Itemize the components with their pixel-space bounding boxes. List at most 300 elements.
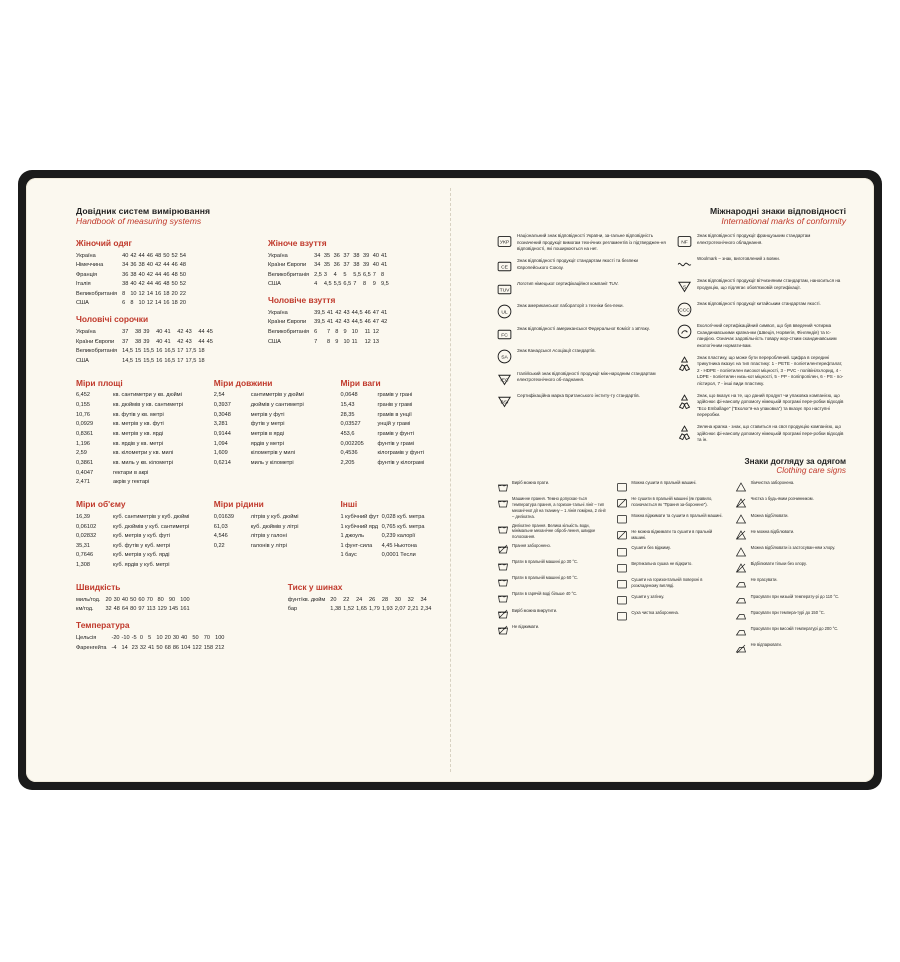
table-row — [214, 439, 307, 449]
row-value: 36 — [333, 262, 340, 269]
table-row — [340, 458, 427, 468]
table-row — [76, 633, 226, 643]
row-value: 45 — [206, 338, 213, 345]
mark-description: Знак пластику, що може бути перероблений. Цифра в середині трикутника вказує на тип пластику: 1 - PETE - поліетилентерефталат, 2 - HDPE - поліетилен високої міцності, 3 - PVC - полівінілхлорид, 4 - LDPE - поліетилен низь-кої міцності, 5 - PP - поліпропілен, 6 - PS - по-лістирол, 7 - інші види пластику. — [697, 354, 844, 386]
mark-entry — [496, 326, 666, 343]
care-entry — [735, 513, 846, 526]
row-value: 5,5 — [333, 281, 342, 288]
row-value: 122 — [192, 644, 202, 651]
row-value: 17,5 — [185, 348, 197, 355]
row-value: 37 — [343, 252, 350, 259]
table-row — [76, 400, 186, 410]
mark-entry — [676, 424, 846, 444]
section-weight-title: Міри ваги — [340, 377, 381, 388]
row-label: фунт/кв. дюйм — [287, 596, 326, 603]
row-value: 18 — [163, 290, 170, 297]
row-value: 36 — [122, 271, 129, 278]
row-value: 40 — [372, 252, 379, 259]
row-value: 38 — [134, 329, 142, 336]
conversion-unit: акрів у гектарі — [113, 479, 150, 486]
care-description: Прати в гарячій воді більше 40 °C. — [512, 591, 578, 597]
row-value: 4 — [314, 281, 318, 288]
mark-entry — [676, 233, 846, 250]
row-value: 1,52 — [343, 606, 355, 613]
row-value: 9,5 — [381, 281, 389, 288]
row-value: 11 — [364, 329, 371, 336]
care-entry — [735, 561, 846, 574]
conversion-unit: кв. сантиметри у кв. дюймі — [113, 392, 182, 399]
section-other-title: Інші — [340, 499, 358, 510]
care-column-dry — [615, 480, 726, 658]
row-value: 41 — [326, 309, 334, 316]
conversion-value: 4,546 — [213, 533, 228, 540]
table-row — [214, 541, 302, 551]
no-bleach-icon — [735, 529, 748, 542]
table-row — [76, 551, 192, 561]
row-label: Німеччина — [76, 262, 104, 269]
row-value: 39 — [143, 338, 150, 345]
row-value: 20 — [330, 596, 337, 603]
row-value: 40 — [181, 635, 188, 642]
row-value: 50 — [171, 281, 178, 288]
row-label: Україна — [268, 309, 288, 316]
table-row — [76, 595, 192, 605]
mark-entry — [496, 371, 666, 388]
row-value: 38 — [130, 271, 137, 278]
row-value: 14,5 — [122, 357, 133, 364]
conversion-unit: кв. кілометри у кв. милі — [113, 450, 174, 457]
row-label: Великобританія — [268, 271, 310, 278]
care-entry — [496, 523, 607, 540]
table-row — [340, 410, 427, 420]
conversion-value: 0,4536 — [340, 450, 358, 457]
conversion-value: 0,02832 — [76, 533, 97, 540]
row-value: 17,5 — [185, 357, 197, 364]
row-value: 24 — [356, 596, 363, 603]
conversion-unit: 0,239 калорії — [381, 533, 416, 540]
row-value: 44 — [155, 271, 162, 278]
mark-description: Сертифікаційна марка Британського інститу-ту стандартів. — [517, 393, 640, 399]
row-value: 7 — [326, 329, 331, 336]
vertical-dry-icon — [615, 561, 628, 574]
row-value: 44 — [146, 281, 154, 288]
conversion-value: 0,0648 — [340, 392, 358, 399]
row-value: 38 — [122, 281, 129, 288]
table-row — [340, 541, 427, 551]
care-description: Не прасувати. — [750, 577, 778, 583]
green-leaf-icon — [676, 424, 693, 441]
mark-entry — [676, 355, 846, 388]
row-label: США — [76, 357, 89, 364]
table-row — [76, 449, 186, 459]
svg-text:UL: UL — [501, 310, 508, 316]
table-row — [76, 391, 186, 401]
care-description: Можна відбілювати із застосуван-ням хлору. — [750, 545, 836, 550]
row-value: 42 — [335, 309, 342, 316]
wash-gentle-icon — [496, 496, 509, 509]
row-value: 16,5 — [164, 348, 176, 355]
care-entry — [735, 642, 846, 655]
row-value: 37 — [122, 329, 129, 336]
row-value: 35 — [323, 262, 331, 269]
row-value: 161 — [180, 606, 190, 613]
conversion-value: 1,196 — [76, 440, 90, 447]
row-value: 38 — [134, 338, 142, 345]
conversion-unit: сантиметрів у дюймі — [250, 392, 304, 399]
table-row — [214, 429, 307, 439]
green-dot-icon — [676, 393, 693, 410]
mark-description: Знак відповідності продукції китайським стандартам якості. — [697, 300, 821, 306]
care-entry — [615, 577, 726, 590]
dry-clean-icon — [615, 610, 628, 623]
wash-60-icon — [496, 575, 509, 588]
care-description: Не можна відбілювати. — [750, 528, 795, 534]
care-entry — [735, 577, 846, 590]
conversion-value: 0,01639 — [213, 513, 235, 520]
china-icon — [676, 301, 693, 318]
conversion-unit: кв. миль у кв. кілометрі — [113, 459, 173, 466]
conversion-value: 0,03527 — [340, 421, 361, 428]
row-value: 36 — [130, 262, 137, 269]
row-label: Франція — [76, 271, 98, 278]
care-description: Чистка з будь-яким розчинником. — [750, 496, 814, 502]
care-entry — [615, 610, 726, 623]
mark-entry — [496, 393, 666, 410]
machine-dry-icon — [615, 480, 628, 493]
row-value: 50 — [192, 635, 199, 642]
row-label: км/год. — [76, 606, 94, 613]
care-entry — [496, 480, 607, 493]
conversion-value: 0,8361 — [76, 430, 94, 437]
row-value: 41 — [381, 252, 388, 259]
table-row — [340, 532, 427, 542]
care-entry — [735, 480, 846, 493]
no-dry-icon — [615, 529, 628, 542]
conversion-unit: кілограмів у фунті — [377, 450, 425, 457]
row-label: Італія — [76, 281, 91, 288]
row-value: 39 — [362, 252, 370, 259]
row-value: 22 — [179, 290, 186, 297]
conversion-value: 0,002205 — [340, 440, 364, 447]
row-value: 20 — [171, 290, 178, 297]
row-value: 46 — [171, 262, 178, 269]
table-women-clothes — [76, 251, 188, 308]
woolmark-icon — [676, 256, 693, 273]
conversion-value: 6,452 — [76, 392, 90, 399]
row-value: 40 — [121, 596, 129, 603]
table-volume — [76, 512, 192, 570]
no-steam-icon — [735, 642, 748, 655]
table-row — [76, 299, 188, 309]
row-value: 38 — [353, 252, 360, 259]
row-value: 1,38 — [330, 606, 342, 613]
row-value: 44,5 — [351, 319, 363, 326]
row-value: 3 — [323, 271, 327, 278]
care-description: Сушити у затінку. — [631, 593, 665, 599]
row-value: 41 — [164, 329, 171, 336]
row-value: 18 — [171, 300, 178, 307]
row-value: 43 — [343, 319, 350, 326]
table-men-shirts — [76, 327, 215, 365]
row-value: 17 — [177, 357, 184, 364]
care-description: Прасувати при високій температурі до 200 °C. — [750, 625, 839, 631]
care-entry — [735, 626, 846, 639]
row-value: 32 — [407, 596, 414, 603]
row-value: 35 — [323, 252, 331, 259]
row-value: 40 — [138, 271, 145, 278]
row-value: 9 — [335, 338, 339, 345]
row-value: 16 — [155, 290, 162, 297]
mark-description: Національний знак відповідності України, за-гальне відповідність позначений продукції вимогам технічних регламентів із підтверджен-ня відповідності, які поширюються на неї. — [517, 233, 666, 252]
conversion-unit: дюймів у сантиметрі — [250, 401, 304, 408]
row-value: 104 — [181, 644, 191, 651]
care-description: Прасувати при низькій температу-рі до 110 °C. — [750, 593, 840, 599]
conversion-value: 0,3048 — [213, 411, 231, 418]
conversion-unit: ярдів у метрі — [250, 440, 284, 447]
care-description: Прання заборонено. — [512, 542, 551, 548]
conversion-unit: унцій у грамі — [377, 421, 411, 428]
conversion-value: 1,308 — [76, 562, 90, 569]
care-description: Не відпарювати. — [750, 642, 782, 648]
row-value: 20 — [105, 596, 112, 603]
row-value: 80 — [157, 596, 164, 603]
svg-text:FC: FC — [501, 333, 508, 339]
row-value: 15 — [134, 357, 142, 364]
row-value: 48 — [171, 271, 178, 278]
row-value: 8 — [122, 290, 126, 297]
table-row — [76, 289, 188, 299]
conversion-unit: фунтів у кілограмі — [377, 459, 425, 466]
mark-description: Знак відповідності продукції стандартам якості та безпеки Європейського Союзу. — [517, 258, 639, 270]
row-value: 12 — [138, 290, 145, 297]
section-liquid-title: Міри рідини — [213, 499, 264, 510]
no-machine-dry-icon — [615, 496, 628, 509]
sweden-icon — [676, 278, 693, 295]
iec-icon — [496, 371, 513, 388]
row-value: 70 — [146, 596, 153, 603]
mark-entry — [676, 301, 846, 318]
row-value: 4 — [333, 271, 337, 278]
hand-wash-icon — [496, 523, 509, 536]
row-value: 32 — [139, 644, 147, 651]
row-value: 41 — [148, 644, 155, 651]
row-value: 15,5 — [143, 348, 155, 355]
mark-entry — [676, 278, 846, 295]
row-value: 6,5 — [362, 271, 371, 278]
mark-entry — [496, 348, 666, 365]
bleach-oxygen-icon — [735, 545, 748, 558]
table-liquid — [214, 512, 302, 551]
table-row — [76, 270, 188, 280]
row-value: 43 — [185, 329, 192, 336]
row-value: 6 — [122, 300, 126, 307]
tuv-icon — [496, 281, 513, 298]
section-area-title: Міри площі — [76, 377, 123, 388]
row-value: 100 — [215, 635, 225, 642]
row-value: 46 — [146, 252, 154, 259]
row-label: США — [268, 281, 281, 288]
table-row — [288, 595, 434, 605]
conversion-value: 2,471 — [76, 479, 90, 486]
section-temperature-title: Температура — [76, 620, 130, 631]
care-description: Вертикальна сушка не відкрито. — [631, 561, 693, 567]
care-entry — [615, 561, 726, 574]
svg-text:CE: CE — [501, 265, 508, 271]
row-value: 42 — [155, 262, 162, 269]
row-value: 44 — [163, 262, 170, 269]
conversion-unit: грамів у фунті — [377, 430, 414, 437]
row-value: 30 — [394, 596, 401, 603]
table-row — [76, 347, 215, 357]
table-row — [76, 561, 192, 571]
drip-dry-icon — [615, 545, 628, 558]
conversion-unit: куб. дюймів у літрі — [250, 523, 299, 530]
wash-hand-40-icon — [496, 591, 509, 604]
care-entry — [735, 529, 846, 542]
row-value: 48 — [113, 606, 120, 613]
right-title-ua: Міжнародні знаки відповідності — [709, 206, 846, 216]
table-tyre — [288, 595, 434, 614]
table-row — [340, 551, 427, 561]
care-entry — [496, 575, 607, 588]
table-men-shoes — [268, 308, 389, 346]
care-description: Суха чистка заборонена. — [631, 609, 679, 615]
row-value: 4,5 — [323, 281, 332, 288]
conversion-value: 2,59 — [76, 450, 87, 457]
mark-description: Італійський знак відповідності продукції між-народним стандартам електротехнічного об-ладнання. — [517, 370, 656, 383]
section-men-shirts-title: Чоловічі сорочки — [76, 314, 149, 325]
care-entry — [496, 559, 607, 572]
row-value: 44 — [198, 338, 205, 345]
no-wring-icon — [496, 608, 509, 621]
row-value: 64 — [121, 606, 129, 613]
table-row — [214, 400, 307, 410]
conversion-value: 16,39 — [76, 513, 90, 520]
row-value: 6 — [314, 329, 318, 336]
row-value: 9 — [343, 329, 347, 336]
conversion-unit: кв. ярдів у кв. метрі — [113, 440, 164, 447]
row-value: 12 — [364, 338, 371, 345]
conversion-unit: кв. дюймів у кв. сантиметрі — [113, 401, 183, 408]
row-label: Великобританія — [76, 348, 118, 355]
row-value: 145 — [168, 606, 179, 613]
row-value: 48 — [179, 262, 186, 269]
conversion-value: 10,76 — [76, 411, 90, 418]
row-value: 42 — [138, 281, 145, 288]
table-row — [214, 522, 302, 532]
care-description: Машинне прання. Темно допускає-ться температура прання, а горизон-тальні лінії – тип механічної дії на тканину – 1 лінія помірна, 2 лінії – делікатна. — [512, 496, 606, 519]
table-row — [76, 532, 192, 542]
table-row — [76, 439, 186, 449]
row-value: 34 — [122, 262, 129, 269]
care-entry — [735, 496, 846, 509]
mark-description: Знак відповідності американської Федеральної Комісії з зв'язку. — [517, 325, 650, 331]
care-entry — [735, 594, 846, 607]
row-value: 5,5 — [353, 271, 361, 278]
marks-column-right — [676, 233, 846, 449]
care-column-wash — [496, 480, 607, 658]
row-value: 38 — [138, 262, 145, 269]
row-label: Великобританія — [76, 290, 118, 297]
row-value: 40 — [130, 281, 137, 288]
table-length — [214, 391, 307, 468]
row-value: 54 — [179, 252, 186, 259]
table-row — [340, 391, 427, 401]
table-women-shoes — [268, 251, 391, 289]
row-label: Цельсія — [76, 635, 97, 642]
row-value: 16,5 — [164, 357, 176, 364]
row-value: 42 — [177, 338, 184, 345]
section-women-clothes-title: Жіночий одяг — [76, 238, 133, 248]
conversion-value: 0,22 — [213, 542, 225, 549]
recycle-icon — [676, 355, 693, 372]
row-value: 20 — [179, 300, 186, 307]
svg-text:TUV: TUV — [499, 288, 510, 294]
table-row — [76, 356, 215, 366]
row-value: 46 — [155, 281, 162, 288]
conversion-unit: літрів у куб. дюймі — [250, 513, 299, 520]
section-tyre-title: Тиск у шинах — [287, 582, 343, 593]
conversion-unit: футів у метрі — [250, 421, 285, 428]
row-label: США — [76, 300, 89, 307]
row-value: 16 — [156, 357, 163, 364]
row-value: 50 — [163, 252, 170, 259]
table-row — [340, 449, 427, 459]
row-value: 41 — [164, 338, 171, 345]
row-value: 13 — [372, 338, 380, 345]
conversion-unit: гектари в акрі — [113, 469, 149, 476]
row-value: 2,07 — [394, 606, 406, 613]
left-page — [76, 206, 446, 653]
bleach-no-icon — [735, 496, 748, 509]
row-value: 5 — [148, 635, 152, 642]
row-value: 44,5 — [351, 309, 363, 316]
table-row — [76, 643, 226, 653]
row-value: 42 — [177, 329, 184, 336]
row-value: 10 — [343, 338, 350, 345]
conversion-unit: грамів в унції — [377, 411, 412, 418]
conversion-unit: 0,765 куб. метра — [381, 523, 425, 530]
row-value: 48 — [163, 281, 170, 288]
row-value: 10 — [156, 635, 163, 642]
table-row — [214, 512, 302, 522]
row-value: 37 — [343, 262, 350, 269]
section-volume-title: Міри об'єму — [76, 499, 126, 510]
no-twist-icon — [496, 624, 509, 637]
row-label: Україна — [76, 252, 96, 259]
mark-description: Логотип німецької сертифікаційної компанії TUV. — [517, 280, 619, 286]
no-wash-icon — [496, 543, 509, 556]
wash-40-icon — [496, 480, 509, 493]
ce-icon — [496, 258, 513, 275]
conversion-unit: кв. футів у кв. метрі — [113, 411, 164, 418]
table-row — [214, 420, 307, 430]
row-value: 42 — [130, 252, 137, 259]
care-entry — [496, 496, 607, 519]
row-value: 7 — [353, 281, 357, 288]
table-row — [76, 410, 186, 420]
row-value: 39,5 — [314, 309, 325, 316]
row-value: -4 — [111, 644, 117, 651]
conversion-value: 453,6 — [340, 430, 355, 437]
conversion-unit: куб. дюймів у куб. сантиметрі — [113, 523, 190, 530]
conversion-unit: миль у кілометрі — [250, 459, 294, 466]
care-entry — [615, 496, 726, 509]
row-value: 86 — [172, 644, 180, 651]
row-value: 18 — [198, 348, 205, 355]
table-row — [76, 337, 215, 347]
spine-fold — [450, 188, 452, 772]
